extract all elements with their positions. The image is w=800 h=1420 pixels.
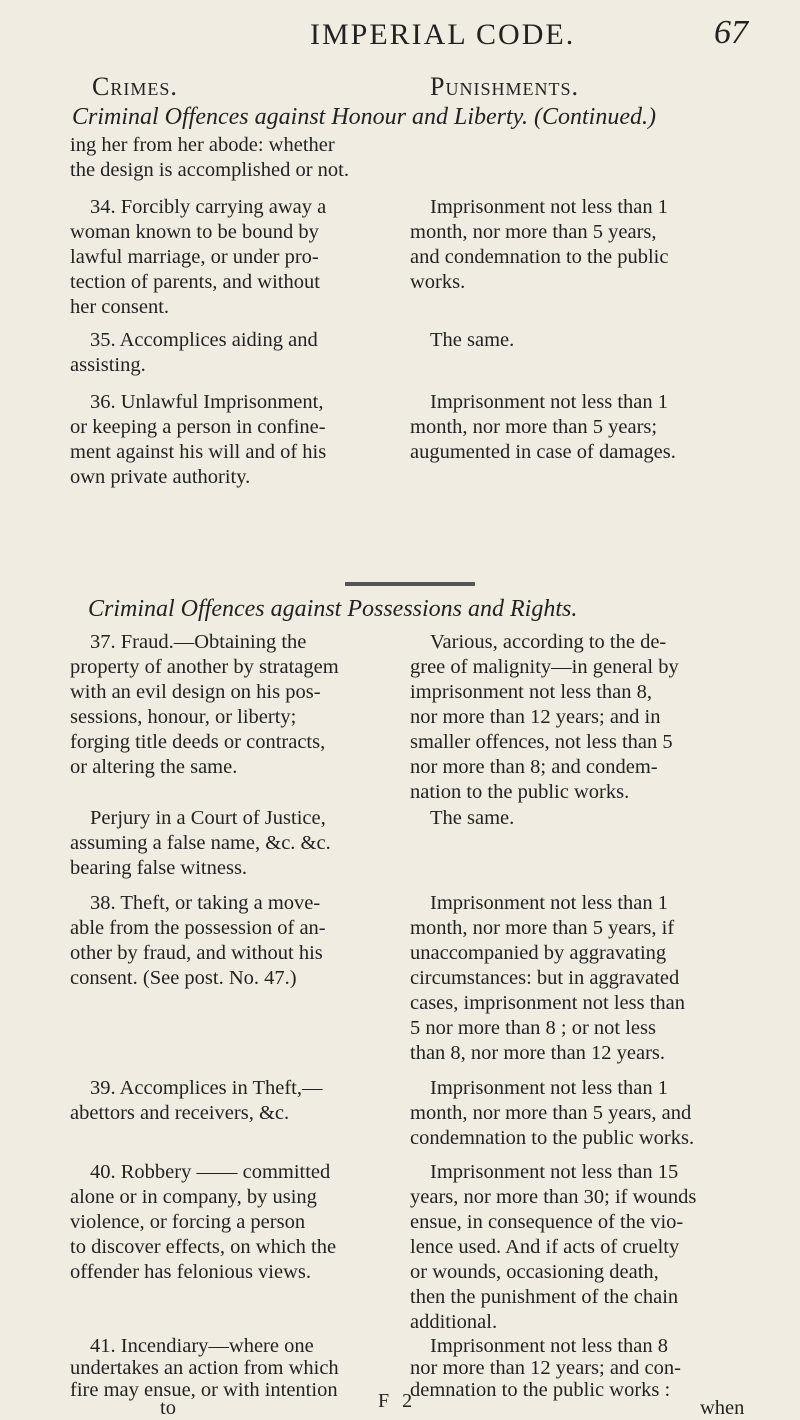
punishment-37-line: smaller offences, not less than 5: [410, 731, 673, 753]
punishment-39-line: condemnation to the public works.: [410, 1127, 695, 1149]
entry-41-line: undertakes an action from which: [70, 1357, 339, 1379]
text-line: ing her from her abode: whether: [70, 134, 335, 156]
section-title-honour-liberty: Criminal Offences against Honour and Liberty. (Continued.): [72, 104, 656, 130]
entry-36-line: ment against his will and of his: [70, 441, 327, 463]
perjury-line: Perjury in a Court of Justice,: [90, 807, 326, 829]
entry-41-line: 41. Incendiary—where one: [90, 1335, 314, 1357]
punishment-36-line: Imprisonment not less than 1: [430, 391, 669, 413]
punishment-38-line: 5 nor more than 8 ; or not less: [410, 1017, 656, 1039]
punishment-40-line: ensue, in consequence of the vio-: [410, 1211, 684, 1233]
punishment-41-line: Imprisonment not less than 8: [430, 1335, 669, 1357]
entry-37-line: 37. Fraud.—Obtaining the: [90, 631, 307, 653]
punishment-37-line: imprisonment not less than 8,: [410, 681, 652, 703]
punishment-37-line: nation to the public works.: [410, 781, 630, 803]
page-number: 67: [714, 14, 748, 51]
entry-34-line: lawful marriage, or under pro-: [70, 246, 319, 268]
punishment-39-line: Imprisonment not less than 1: [430, 1077, 669, 1099]
punishment-34-line: Imprisonment not less than 1: [430, 196, 669, 218]
section-divider: [345, 582, 475, 586]
entry-37-line: with an evil design on his pos-: [70, 681, 321, 703]
punishment-40-line: years, nor more than 30; if wounds: [410, 1186, 697, 1208]
punishment-40-line: or wounds, occasioning death,: [410, 1261, 659, 1283]
entry-40-line: violence, or forcing a person: [70, 1211, 306, 1233]
entry-38-line: consent. (See post. No. 47.): [70, 967, 297, 989]
punishment-40-line: then the punishment of the chain: [410, 1286, 679, 1308]
entry-40-line: offender has felonious views.: [70, 1261, 312, 1283]
entry-35-line: 35. Accomplices aiding and: [90, 329, 318, 351]
punishment-37-line: gree of malignity—in general by: [410, 656, 679, 678]
punishment-34-line: month, nor more than 5 years,: [410, 221, 657, 243]
entry-40-line: to discover effects, on which the: [70, 1236, 337, 1258]
entry-36-line: own private authority.: [70, 466, 251, 488]
entry-39-line: 39. Accomplices in Theft,—: [90, 1077, 323, 1099]
punishment-41-line: demnation to the public works :: [410, 1379, 671, 1401]
punishment-39-line: month, nor more than 5 years, and: [410, 1102, 692, 1124]
entry-34-line: tection of parents, and without: [70, 271, 320, 293]
punishment-35-line: The same.: [430, 329, 515, 351]
entry-36-line: or keeping a person in confine-: [70, 416, 326, 438]
punishment-38-line: than 8, nor more than 12 years.: [410, 1042, 666, 1064]
section-title-possessions-rights: Criminal Offences against Possessions and Rights.: [88, 596, 578, 622]
printer-signature: F 2: [378, 1390, 417, 1412]
entry-37-line: or altering the same.: [70, 756, 238, 778]
punishment-40-line: additional.: [410, 1311, 498, 1333]
punishment-38-line: unaccompanied by aggravating: [410, 942, 667, 964]
punishment-38-line: month, nor more than 5 years, if: [410, 917, 675, 939]
entry-40-line: alone or in company, by using: [70, 1186, 317, 1208]
entry-34-line: 34. Forcibly carrying away a: [90, 196, 327, 218]
column-heading-crimes: Crimes.: [92, 72, 178, 101]
punishment-37-line: nor more than 8; and condem-: [410, 756, 658, 778]
perjury-line: assuming a false name, &c. &c.: [70, 832, 331, 854]
column-heading-punishments: Punishments.: [430, 72, 579, 101]
entry-37-line: sessions, honour, or liberty;: [70, 706, 297, 728]
punishment-41-line: nor more than 12 years; and con-: [410, 1357, 681, 1379]
punishment-36-line: month, nor more than 5 years;: [410, 416, 658, 438]
entry-38-line: able from the possession of an-: [70, 917, 326, 939]
punishment-36-line: augumented in case of damages.: [410, 441, 676, 463]
entry-38-line: other by fraud, and without his: [70, 942, 323, 964]
entry-36-line: 36. Unlawful Imprisonment,: [90, 391, 324, 413]
punishment-41-line: when: [700, 1397, 745, 1419]
punishment-34-line: works.: [410, 271, 466, 293]
text-line: the design is accomplished or not.: [70, 159, 349, 181]
entry-41-line: fire may ensue, or with intention: [70, 1379, 338, 1401]
entry-34-line: her consent.: [70, 296, 170, 318]
punishment-perjury-line: The same.: [430, 807, 515, 829]
punishment-37-line: Various, according to the de-: [430, 631, 667, 653]
punishment-38-line: circumstances: but in aggravated: [410, 967, 680, 989]
punishment-34-line: and condemnation to the public: [410, 246, 669, 268]
punishment-38-line: cases, imprisonment not less than: [410, 992, 685, 1014]
entry-40-line: 40. Robbery —— committed: [90, 1161, 331, 1183]
entry-35-line: assisting.: [70, 354, 146, 376]
page-header: [0, 14, 800, 58]
punishment-37-line: nor more than 12 years; and in: [410, 706, 661, 728]
punishment-38-line: Imprisonment not less than 1: [430, 892, 669, 914]
entry-38-line: 38. Theft, or taking a move-: [90, 892, 321, 914]
entry-37-line: property of another by stratagem: [70, 656, 339, 678]
perjury-line: bearing false witness.: [70, 857, 248, 879]
entry-37-line: forging title deeds or contracts,: [70, 731, 326, 753]
column-headings: [0, 72, 800, 104]
page-title: IMPERIAL CODE.: [310, 18, 576, 51]
punishment-40-line: Imprisonment not less than 15: [430, 1161, 679, 1183]
entry-34-line: woman known to be bound by: [70, 221, 319, 243]
entry-41-line: to: [160, 1397, 176, 1419]
punishment-40-line: lence used. And if acts of cruelty: [410, 1236, 680, 1258]
entry-39-line: abettors and receivers, &c.: [70, 1102, 290, 1124]
